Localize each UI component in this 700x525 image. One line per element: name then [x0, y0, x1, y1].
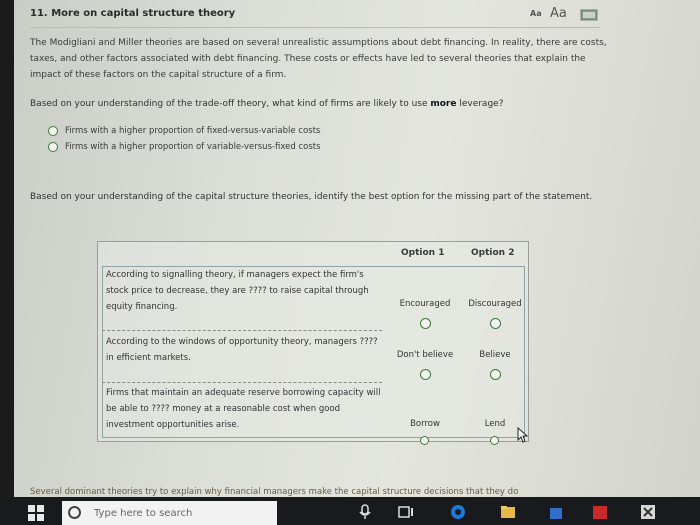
mail-icon[interactable]: [592, 504, 608, 520]
font-size-decrease-button[interactable]: Aa: [530, 9, 542, 18]
cortana-icon: [68, 506, 81, 519]
search-placeholder: Type here to search: [94, 508, 193, 519]
row-divider: [102, 382, 382, 383]
display-settings-icon[interactable]: [580, 8, 598, 22]
edge-browser-icon[interactable]: [450, 504, 466, 520]
file-explorer-icon[interactable]: [500, 504, 516, 520]
header-divider: [30, 27, 600, 28]
taskbar: [0, 497, 700, 525]
row-3-option-1-label: Borrow: [410, 419, 440, 429]
screen-bezel: [0, 0, 14, 525]
mouse-pointer-icon: [517, 427, 529, 443]
row-3-option-2-radio[interactable]: [490, 436, 499, 445]
windows-start-icon[interactable]: [28, 505, 44, 521]
statement-1: According to signalling theory, if managers expect the firm's stock price to decrease, they are ???? to raise capital through equity financing.: [106, 270, 369, 312]
taskbar-search-input[interactable]: [62, 501, 277, 525]
row-1-option-1-radio[interactable]: [420, 318, 431, 329]
statement-3: Firms that maintain an adequate reserve borrowing capacity will be able to ???? money at a reasonable cost when good investment opportunities arise.: [106, 388, 381, 430]
row-2-option-2-radio[interactable]: [490, 369, 501, 380]
store-icon[interactable]: [548, 504, 564, 520]
question-1-prefix: Based on your understanding of the trade-off theory, what kind of firms are likely to use: [30, 99, 431, 109]
question-2-prompt: Based on your understanding of the capital structure theories, identify the best option for the missing part of the statement.: [30, 192, 593, 202]
row-1-option-1-label: Encouraged: [399, 299, 451, 309]
question-1-option-2[interactable]: [48, 140, 321, 154]
row-3-option-2-label: Lend: [484, 419, 506, 429]
question-1-prompt: [30, 99, 503, 109]
microphone-icon[interactable]: [357, 504, 373, 520]
question-title: 11. More on capital structure theory: [30, 8, 236, 19]
radio-button[interactable]: [48, 126, 58, 136]
column-header-option-1: Option 1: [401, 248, 445, 258]
row-2-option-1-label: Don't believe: [396, 350, 454, 360]
radio-button[interactable]: [48, 142, 58, 152]
app-icon[interactable]: [640, 504, 656, 520]
question-1-emphasis: more: [430, 99, 457, 109]
row-1-option-2-label: Discouraged: [468, 299, 522, 309]
row-1-option-2-radio[interactable]: [490, 318, 501, 329]
option-label: Firms with a higher proportion of variable-versus-fixed costs: [65, 142, 321, 152]
row-2-option-1-radio[interactable]: [420, 369, 431, 380]
row-3-option-1-radio[interactable]: [420, 436, 429, 445]
option-label: Firms with a higher proportion of fixed-versus-variable costs: [65, 126, 321, 136]
task-view-icon[interactable]: [398, 504, 414, 520]
row-divider: [102, 330, 382, 331]
statement-2: According to the windows of opportunity theory, managers ???? in efficient markets.: [106, 337, 378, 363]
options-table: [97, 241, 529, 442]
question-1-suffix: leverage?: [456, 99, 504, 109]
row-2-option-2-label: Believe: [479, 350, 511, 360]
question-header: [30, 8, 670, 26]
question-1-option-1[interactable]: [48, 124, 320, 138]
intro-paragraph: The Modigliani and Miller theories are based on several unrealistic assumptions about debt financing. In reality, there are costs, taxes, and other factors associated with debt financing. These costs or effects have led to several theories that explain the impact of these factors on the capital structure of a firm.: [30, 38, 607, 80]
next-section-text: Several dominant theories try to explain why financial managers make the capital structure decisions that they do: [30, 487, 519, 497]
font-size-increase-button[interactable]: Aa: [550, 6, 567, 21]
column-header-option-2: Option 2: [471, 248, 515, 258]
